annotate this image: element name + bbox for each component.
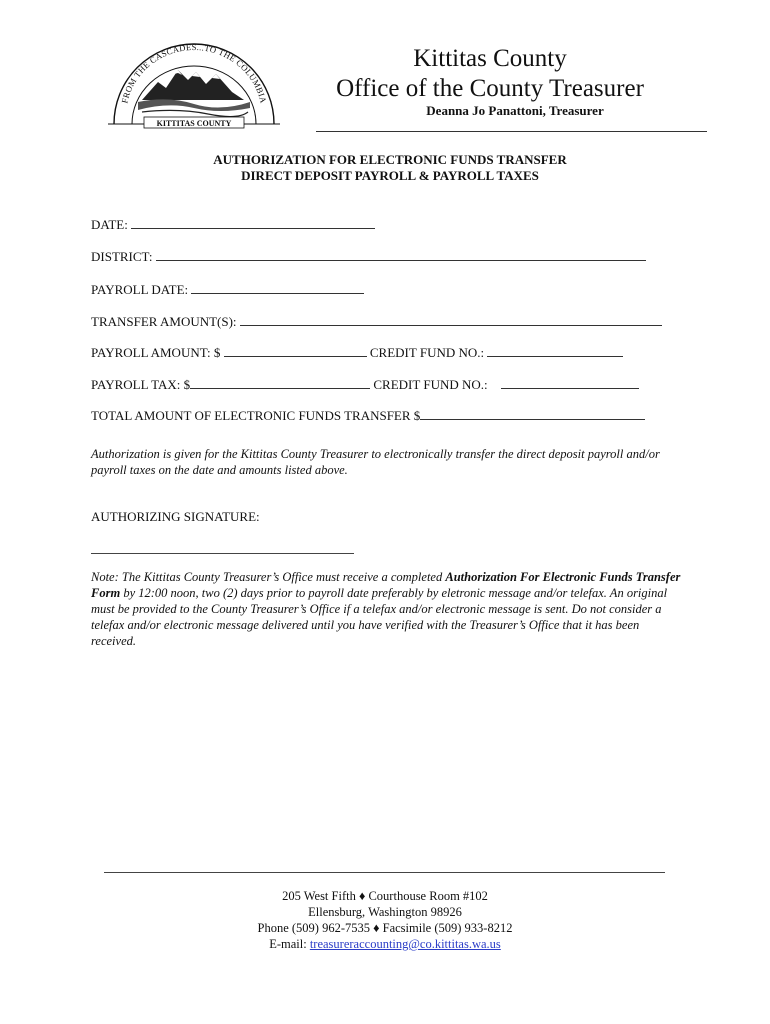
note-suffix: by 12:00 noon, two (2) days prior to payroll date preferably by eletronic message and/or telefax. An original must be provided to the County Treasurer’s Office if a telefax and/or electronic message is sent. Do not consider a telefax and/or electronic message delivered until you have verified with the Treasurer’s Office that it has been received. bbox=[91, 586, 668, 648]
credit-fund-1-blank[interactable] bbox=[487, 344, 623, 357]
credit-fund-2-label: CREDIT FUND NO.: bbox=[373, 377, 488, 392]
footer-contact bbox=[185, 888, 585, 952]
payroll-tax-blank[interactable] bbox=[190, 376, 370, 389]
county-seal-logo bbox=[108, 38, 280, 130]
credit-fund-2-blank[interactable] bbox=[501, 376, 639, 389]
transfer-amounts-label: TRANSFER AMOUNT(S): bbox=[91, 314, 237, 329]
footer-address: 205 West Fifth ♦ Courthouse Room #102 bbox=[282, 889, 488, 903]
payroll-tax-label: PAYROLL TAX: $ bbox=[91, 377, 191, 392]
district-blank[interactable] bbox=[156, 248, 646, 261]
note-prefix: Note: The Kittitas County Treasurer’s Office must receive a completed bbox=[91, 570, 446, 584]
footer-divider bbox=[104, 872, 665, 873]
transfer-amounts-blank[interactable] bbox=[240, 313, 662, 326]
date-field[interactable] bbox=[91, 216, 375, 233]
header-divider bbox=[316, 131, 707, 132]
payroll-tax-field[interactable] bbox=[91, 376, 639, 393]
date-label: DATE: bbox=[91, 217, 128, 232]
payroll-date-blank[interactable] bbox=[191, 281, 364, 294]
signature-line[interactable] bbox=[91, 553, 354, 554]
footer-email-line bbox=[185, 936, 585, 952]
form-title bbox=[90, 152, 690, 184]
form-title-line-2: DIRECT DEPOSIT PAYROLL & PAYROLL TAXES bbox=[241, 168, 539, 183]
footer-city: Ellensburg, Washington 98926 bbox=[308, 905, 462, 919]
transfer-amounts-field[interactable] bbox=[91, 313, 662, 330]
form-title-line-1: AUTHORIZATION FOR ELECTRONIC FUNDS TRANSFER bbox=[213, 152, 567, 167]
note-form-name: Authorization For Electronic Funds Transfer Form bbox=[91, 570, 681, 600]
date-blank[interactable] bbox=[131, 216, 375, 229]
county-name: Kittitas County bbox=[413, 45, 567, 72]
treasurer-name: Deanna Jo Panattoni, Treasurer bbox=[426, 103, 604, 118]
total-amount-field[interactable] bbox=[91, 407, 645, 424]
payroll-date-label: PAYROLL DATE: bbox=[91, 282, 189, 297]
credit-fund-1-label: CREDIT FUND NO.: bbox=[369, 345, 485, 360]
signature-label: AUTHORIZING SIGNATURE: bbox=[91, 509, 260, 524]
seal-arc-text: FROM THE CASCADES...TO THE COLUMBIA bbox=[119, 41, 269, 105]
email-link[interactable]: treasureraccounting@co.kittitas.wa.us bbox=[309, 937, 501, 951]
district-field[interactable] bbox=[91, 248, 646, 265]
submission-note bbox=[91, 569, 681, 649]
payroll-amount-label: PAYROLL AMOUNT: $ bbox=[91, 345, 221, 360]
total-amount-blank[interactable] bbox=[420, 407, 645, 420]
payroll-amount-field[interactable] bbox=[91, 344, 623, 361]
footer-phone: Phone (509) 962-7535 ♦ Facsimile (509) 933-8212 bbox=[257, 921, 513, 935]
footer-email-label: E-mail: bbox=[269, 937, 310, 951]
district-label: DISTRICT: bbox=[91, 249, 153, 264]
authorization-statement: Authorization is given for the Kittitas County Treasurer to electronically transfer the direct deposit payroll and/or payroll taxes on the date and amounts listed above. bbox=[91, 447, 660, 477]
seal-banner-text: KITTITAS COUNTY bbox=[156, 119, 232, 128]
payroll-date-field[interactable] bbox=[91, 281, 364, 298]
office-name: Office of the County Treasurer bbox=[336, 75, 644, 102]
total-amount-label: TOTAL AMOUNT OF ELECTRONIC FUNDS TRANSFER $ bbox=[91, 408, 421, 423]
payroll-amount-blank[interactable] bbox=[224, 344, 367, 357]
